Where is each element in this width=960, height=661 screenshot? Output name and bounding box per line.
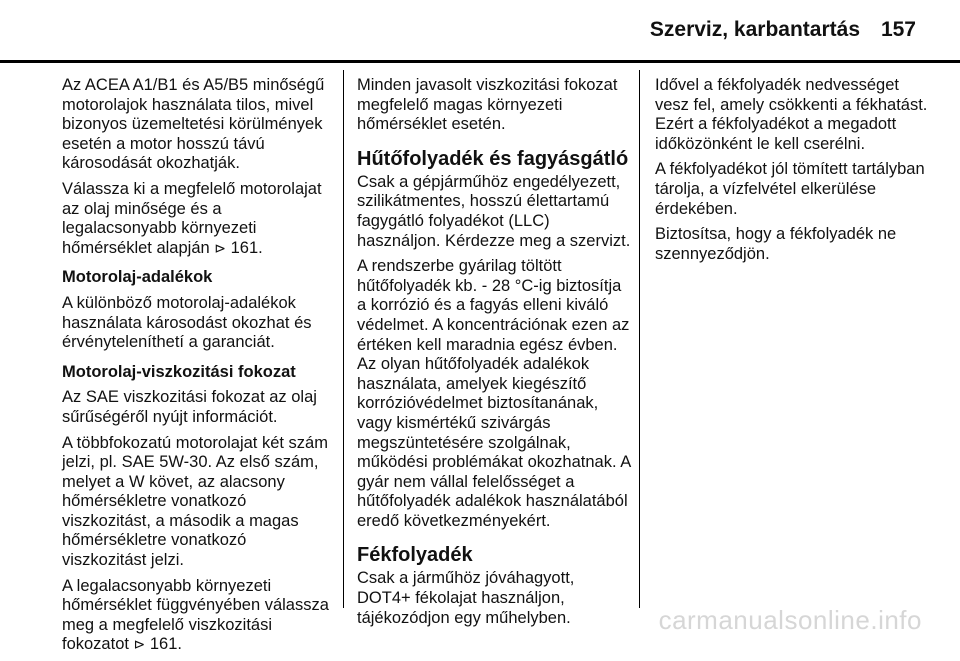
subheading-oil-additives: Motorolaj-adalékok [62,268,213,287]
page-header [0,0,960,60]
page-reference-arrow-icon: ⊳ [214,239,226,256]
paragraph: Csak a járműhöz jóváhagyott, DOT4+ fékolajat használjon, tájékozódjon egy műhelyben. [357,569,575,627]
watermark: carmanualsonline.info [658,605,922,635]
column-divider [343,70,344,608]
header-rule [0,60,960,63]
page-number: 157 [880,18,916,41]
paragraph [62,577,334,655]
column-middle [357,76,632,634]
column-right [655,76,930,270]
paragraph [62,180,334,258]
paragraph-text: A legalacsonyabb környezeti hőmérséklet függvényében válassza meg a megfelelő viszkozitási fokozatot [62,576,329,654]
subheading-oil-viscosity: Motorolaj-viszkozitási fokozat [62,362,296,381]
paragraph: Az SAE viszkozitási fokozat az olaj sűrűségéről nyújt információt. [62,388,317,426]
paragraph-text: Válassza ki a megfelelő motorolajat az olaj minősége és a legalacsonyabb környezeti hőmérséklet alapján [62,179,322,257]
heading-coolant: Hűtőfolyadék és fagyásgátló [357,147,629,170]
heading-brake-fluid: Fékfolyadék [357,544,473,567]
paragraph: A különböző motorolaj-adalékok használata károsodást okozhat és érvényteleníthetí a garanciát. [62,293,312,352]
paragraph: Csak a gépjárműhöz engedélyezett, szilikátmentes, hosszú élettartamú fagygátló folyadékot (LLC) használjon. Kérdezze meg a szervizt. [357,172,631,250]
page-reference[interactable]: 161. [230,238,263,257]
paragraph: Minden javasolt viszkozitási fokozat megfelelő magas környezeti hőmérséklet esetén. [357,76,618,134]
paragraph: A fékfolyadékot jól tömített tartályban tárolja, a vízfelvétel elkerülése érdekében. [655,160,925,218]
page-title: Szerviz, karbantartás [649,18,860,41]
paragraph: A rendszerbe gyárilag töltött hűtőfolyadék kb. - 28 °C-ig biztosítja a korrózió és a fagyás elleni kiváló védelmet. A koncentrációnak ezen az értéken kell maradnia egész évben. Az olyan hűtőfolyadék adalékok használata, amelyek kiegészítő korrózióvédelmet biztosítanának, vagy kismértékű szivárgás megszüntetésére szolgálnak, működési problémákat okozhatnak. A gyár nem vállal felelősséget a hűtőfolyadék adalékok használatából eredő következményekért. [357,257,631,530]
paragraph: Az ACEA A1/B1 és A5/B5 minőségű motorolajok használata tilos, mivel bizonyos üzemeltetési körülmények esetén a motor hosszú távú károsodását okozhatják. [62,76,325,173]
column-left [62,76,334,661]
page-reference[interactable]: 161. [149,635,182,654]
column-divider [639,70,640,608]
paragraph: A többfokozatú motorolajat két szám jelzi, pl. SAE 5W-30. Az első szám, melyet a W követ, az alacsony hőmérsékletre vonatkozó viszkozitást, a második a magas hőmérsékletre vonatkozó viszkozitást jelzi. [62,433,328,570]
paragraph: Biztosítsa, hogy a fékfolyadék ne szennyeződjön. [655,225,897,263]
page-reference-arrow-icon: ⊳ [133,636,146,653]
paragraph: Idővel a fékfolyadék nedvességet vesz fel, amely csökkenti a fékhatást. Ezért a fékfolyadékot a megadott időközönként le kell cserélni. [655,76,928,153]
